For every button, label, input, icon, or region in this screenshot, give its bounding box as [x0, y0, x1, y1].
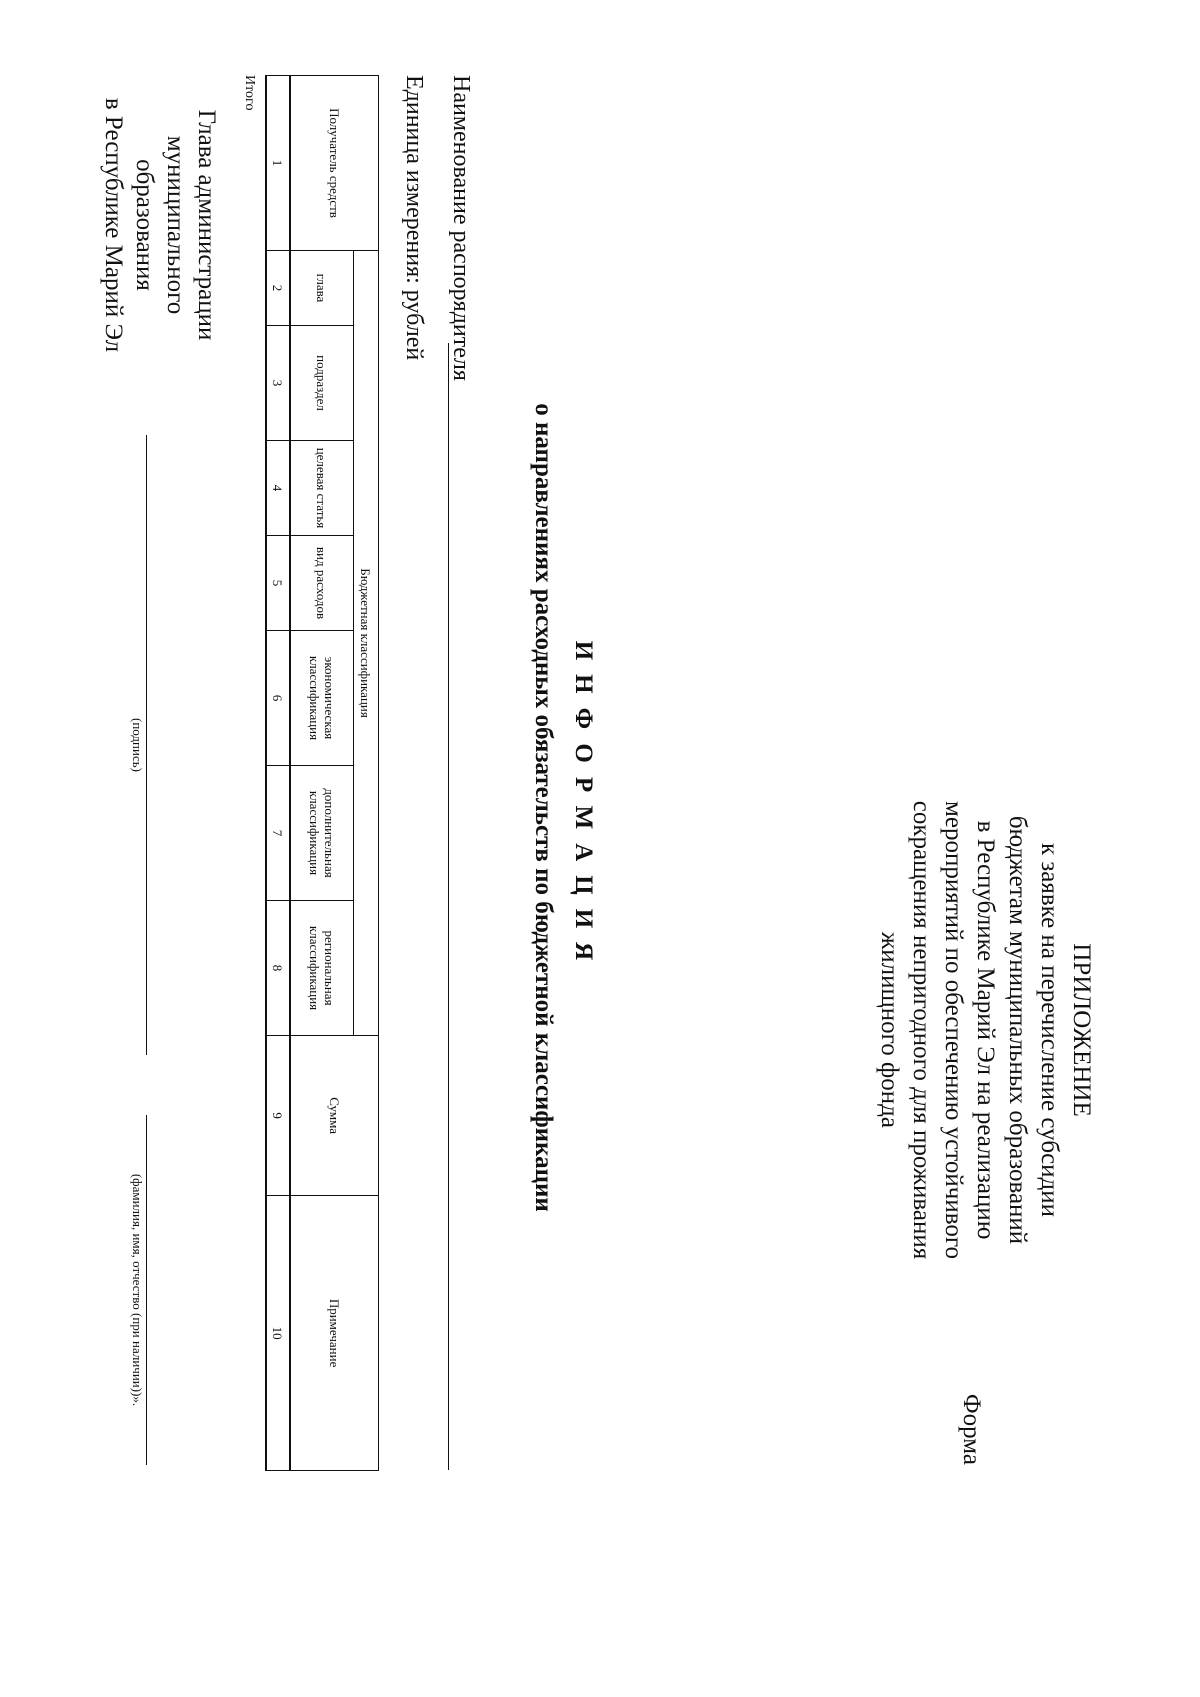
appendix-line: жилищного фонда	[876, 932, 903, 1128]
manager-field	[444, 75, 474, 1470]
column-number: 9	[266, 1036, 290, 1196]
signature-line[interactable]	[146, 435, 147, 1055]
document-title: ИНФОРМАЦИЯ	[570, 640, 597, 975]
manager-fill-line[interactable]	[448, 343, 449, 1470]
column-number: 7	[266, 766, 290, 901]
unit-label: Единица измерения: рублей	[401, 75, 427, 361]
column-number: 10	[266, 1196, 290, 1471]
column-number: 1	[266, 76, 290, 251]
additional-classification-header: дополнительная классификация	[290, 766, 354, 901]
column-number: 8	[266, 901, 290, 1036]
signatory-line: Глава администрации	[193, 109, 220, 341]
appendix-header	[873, 800, 1097, 1260]
appendix-line: бюджетам муниципальных образований	[1004, 815, 1031, 1245]
signatory-block	[98, 90, 222, 360]
chapter-header: глава	[290, 251, 354, 326]
column-number: 2	[266, 251, 290, 326]
form-label: Форма	[958, 1393, 985, 1465]
name-caption: (фамилия, имя, отчество (при наличии))».	[130, 1173, 145, 1407]
column-number: 3	[266, 326, 290, 441]
appendix-line: в Республике Марий Эл на реализацию	[972, 820, 999, 1240]
signature-caption: (подпись)	[130, 718, 145, 772]
subsection-header: подраздел	[290, 326, 354, 441]
appendix-line: мероприятий по обеспечению устойчивого	[940, 801, 967, 1259]
target-article-header: целевая статья	[290, 441, 354, 536]
appendix-line: сокращения непригодного для проживания	[908, 800, 935, 1260]
budget-classification-header: Бюджетная классификация	[354, 251, 379, 1036]
appendix-line: к заявке на перечисление субсидии	[1036, 842, 1063, 1218]
column-number: 5	[266, 536, 290, 631]
appendix-title: ПРИЛОЖЕНИЕ	[1068, 943, 1095, 1117]
column-number: 6	[266, 631, 290, 766]
economic-classification-header: экономическая классификация	[290, 631, 354, 766]
manager-label: Наименование распорядителя	[448, 75, 474, 381]
name-line[interactable]	[146, 1115, 147, 1465]
expense-type-header: вид расходов	[290, 536, 354, 631]
regional-classification-header: региональная классификация	[290, 901, 354, 1036]
total-label: Итого	[242, 75, 257, 111]
sum-header: Сумма	[290, 1036, 379, 1196]
note-header: Примечание	[290, 1196, 379, 1471]
document-subtitle: о направлениях расходных обязательств по бюджетной классификации	[530, 403, 557, 1212]
recipient-header: Получатель средств	[290, 76, 379, 251]
document-page	[97, 75, 1097, 1540]
signatory-line: муниципального образования	[131, 135, 189, 315]
signatory-line: в Республике Марий Эл	[100, 97, 127, 353]
budget-table	[265, 75, 379, 1471]
column-number: 4	[266, 441, 290, 536]
